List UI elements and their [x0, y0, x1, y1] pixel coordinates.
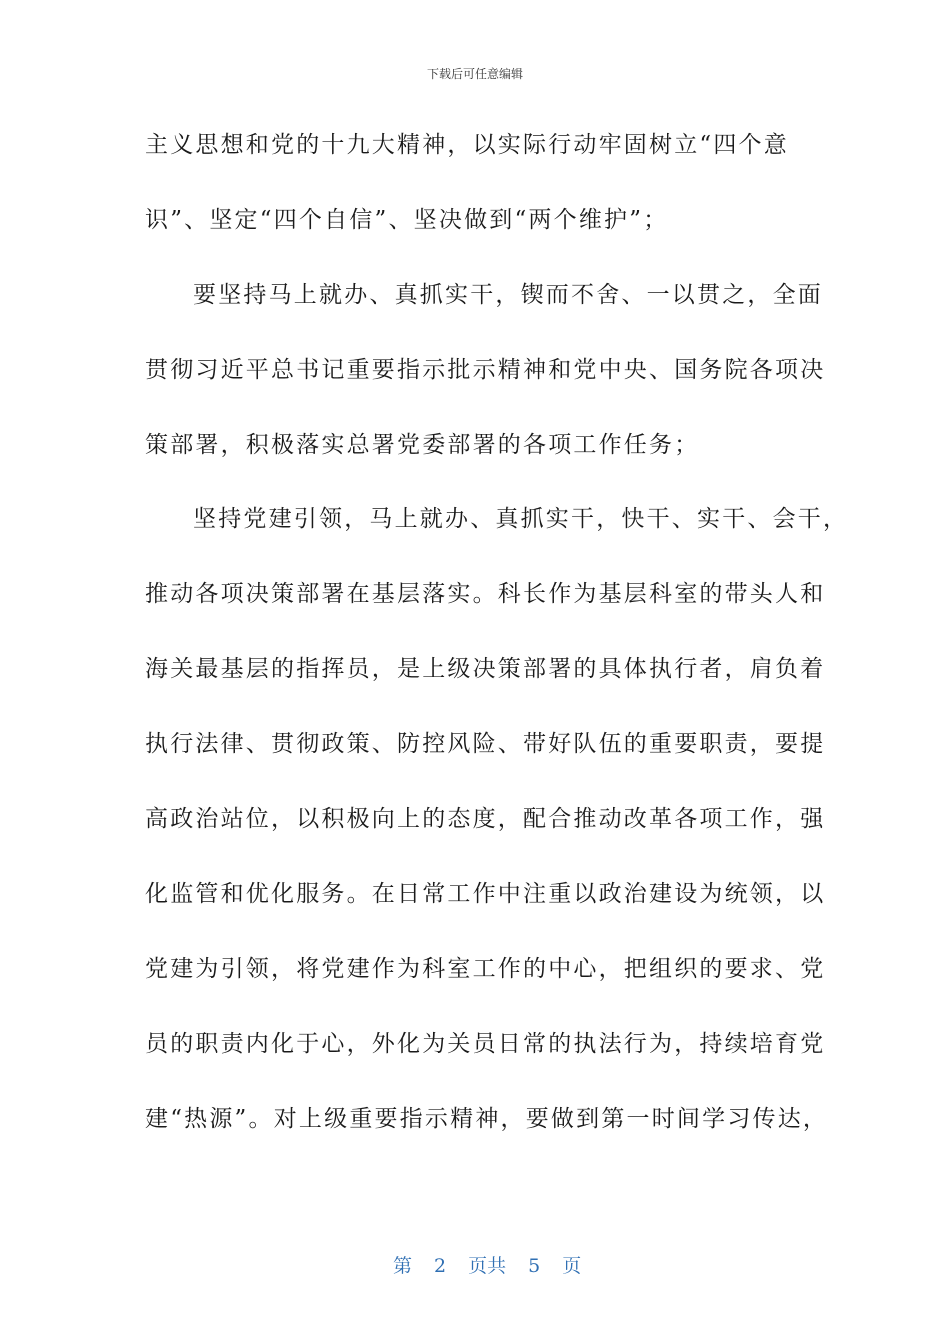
page-label-prefix: 第 — [392, 1255, 412, 1277]
page-footer — [0, 1224, 950, 1308]
text-line: 化监管和优化服务。在日常工作中注重以政治建设为统领，以 — [145, 880, 826, 907]
text-line: 员的职责内化于心，外化为关员日常的执法行为，持续培育党 — [145, 1030, 826, 1057]
text-line: 贯彻习近平总书记重要指示批示精神和党中央、国务院各项决 — [145, 356, 826, 383]
text-line: 策部署，积极落实总署党委部署的各项工作任务； — [145, 431, 700, 458]
total-pages-number: 5 — [528, 1255, 541, 1277]
text-line: 要坚持马上就办、真抓实干，锲而不舍、一以贯之，全面 — [193, 281, 823, 308]
page-header: 下载后可任意编辑 — [426, 67, 523, 81]
page-label-suffix: 页 — [562, 1255, 582, 1277]
text-line: 高政治站位，以积极向上的态度，配合推动改革各项工作，强 — [145, 806, 826, 833]
current-page-number: 2 — [433, 1255, 447, 1277]
text-line: 海关最基层的指挥员，是上级决策部署的具体执行者，肩负着 — [145, 656, 826, 683]
body-text — [145, 120, 849, 1168]
text-line: 执行法律、贯彻政策、防控风险、带好队伍的重要职责，要提 — [145, 731, 826, 758]
text-line: 建“热源”。对上级重要指示精神，要做到第一时间学习传达， — [145, 1105, 829, 1132]
text-line: 主义思想和党的十九大精神，以实际行动牢固树立“四个意 — [145, 132, 789, 158]
text-line: 推动各项决策部署在基层落实。科长作为基层科室的带头人和 — [145, 581, 826, 608]
text-line: 坚持党建引领，马上就办、真抓实干，快干、实干、会干， — [193, 506, 849, 533]
page-label-mid: 页共 — [468, 1255, 507, 1277]
text-line: 党建为引领，将党建作为科室工作的中心，把组织的要求、党 — [145, 955, 826, 982]
text-line: 识”、坚定“四个自信”、坚决做到“两个维护”； — [145, 206, 669, 233]
